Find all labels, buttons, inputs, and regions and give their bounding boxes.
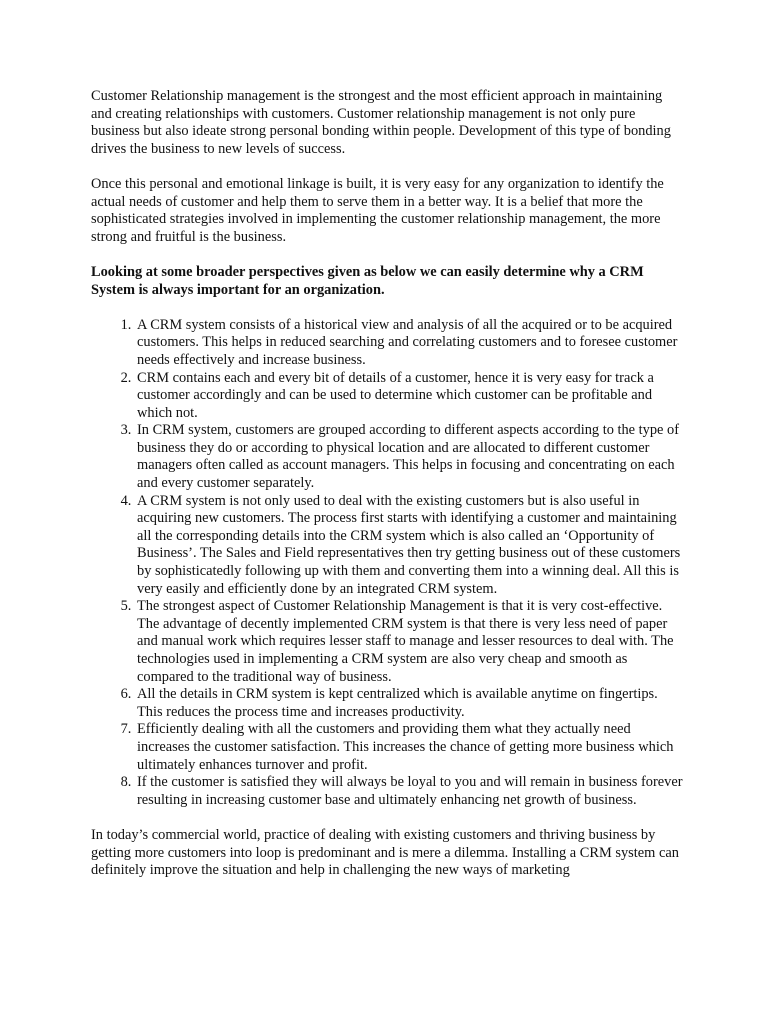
list-item: 6. All the details in CRM system is kept centralized which is available anytime on fingertips. This reduces the process time and increases productivity. xyxy=(135,686,685,721)
document-page xyxy=(91,88,685,897)
list-item: 8. If the customer is satisfied they will always be loyal to you and will remain in business forever resulting in increasing customer base and ultimately enhancing net growth of business. xyxy=(135,774,685,809)
list-item: 3. In CRM system, customers are grouped according to different aspects according to the type of business they do or according to physical location and are allocated to different customer managers often called as account managers. This helps in focusing and concentrating on each and every customer separately. xyxy=(135,422,685,492)
closing-paragraph: In today’s commercial world, practice of dealing with existing customers and thriving business by getting more customers into loop is predominant and is mere a dilemma. Installing a CRM system can definitely improve the situation and help in challenging the new ways of marketing xyxy=(91,826,679,879)
list-item: 1. A CRM system consists of a historical view and analysis of all the acquired or to be acquired customers. This helps in reduced searching and correlating customers and to foresee customer needs effectively and increase business. xyxy=(135,317,685,370)
intro-paragraph-2: Once this personal and emotional linkage is built, it is very easy for any organization to identify the actual needs of customer and help them to serve them in a better way. It is a belief that more the sophisticated strategies involved in implementing the customer relationship management, the more strong and fruitful is the business. xyxy=(91,175,664,245)
benefits-list xyxy=(91,317,685,810)
list-item: 2. CRM contains each and every bit of details of a customer, hence it is very easy for track a customer accordingly and can be used to determine which customer can be profitable and which not. xyxy=(135,370,685,423)
list-item: 4. A CRM system is not only used to deal with the existing customers but is also useful in acquiring new customers. The process first starts with identifying a customer and maintaining all the corresponding details into the CRM system which is also called an ‘Opportunity of Business’. The Sales and Field representatives then try getting business out of these customers by sophisticatedly following up with them and converting them into a winning deal. All this is very easily and efficiently done by an integrated CRM system. xyxy=(135,493,685,599)
list-item: 5. The strongest aspect of Customer Relationship Management is that it is very cost-effective. The advantage of decently implemented CRM system is that there is very less need of paper and manual work which requires lesser staff to manage and lesser resources to deal with. The technologies used in implementing a CRM system are also very cheap and smooth as compared to the traditional way of business. xyxy=(135,598,685,686)
section-heading: Looking at some broader perspectives given as below we can easily determine why a CRM System is always important for an organization. xyxy=(91,263,644,298)
intro-paragraph-1: Customer Relationship management is the strongest and the most efficient approach in maintaining and creating relationships with customers. Customer relationship management is not only pure business but also ideate strong personal bonding within people. Development of this type of bonding drives the business to new levels of success. xyxy=(91,88,671,157)
list-item: 7. Efficiently dealing with all the customers and providing them what they actually need increases the customer satisfaction. This increases the chance of getting more business which ultimately enhances turnover and profit. xyxy=(135,721,685,774)
